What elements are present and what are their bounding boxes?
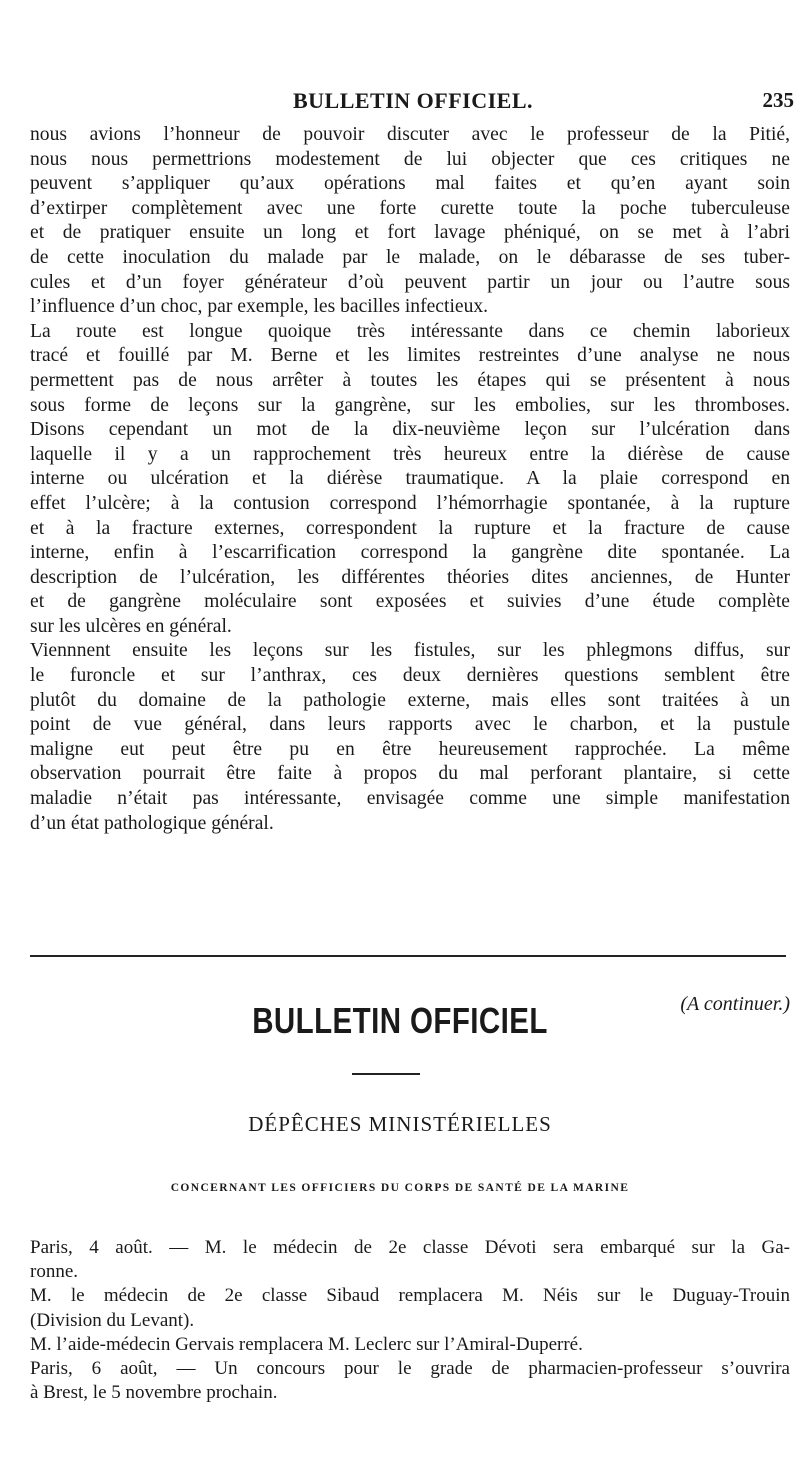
- running-title: BULLETIN OFFICIEL.: [292, 88, 534, 113]
- body-text: [30, 123, 790, 1015]
- text-line: de cette inoculation du malade par le malade, on le débarasse de ses tuber-: [30, 246, 790, 268]
- dispatch-line: Paris, 6 août, — Un concours pour le grade de pharmacien-professeur s’ouvrira: [30, 1357, 790, 1379]
- text-line: d’extirper complètement avec une forte curette toute la poche tuberculeuse: [30, 197, 790, 219]
- text-line: point de vue général, dans leurs rapports avec le charbon, et la pustule: [30, 714, 790, 736]
- text-line: Viennnent ensuite les leçons sur les fistules, sur les phlegmons diffus, sur: [30, 640, 790, 662]
- text-line: nous avions l’honneur de pouvoir discuter avec le professeur de la Pitié,: [30, 124, 790, 145]
- text-line: La route est longue quoique très intéressante dans ce chemin laborieux: [30, 320, 790, 342]
- text-line: le furoncle et sur l’anthrax, ces deux dernières questions semblent être: [30, 665, 790, 687]
- text-line: sous forme de leçons sur la gangrène, sur les embolies, sur les thromboses.: [30, 394, 790, 416]
- sub-subtitle: CONCERNANT LES OFFICIERS DU CORPS DE SANTÉ DE LA MARINE: [170, 1182, 630, 1194]
- text-line: laquelle il y a un rapprochement très heureux entre la diérèse de cause: [30, 443, 790, 465]
- text-line: cules et d’un foyer générateur d’où peuvent partir un jour ou l’autre sous: [30, 271, 790, 293]
- text-line: interne, enfin à l’escarrification correspond la gangrène dite spontanée. La: [30, 542, 790, 564]
- text-line: l’influence d’un choc, par exemple, les bacilles infectieux.: [30, 296, 489, 318]
- text-line: et à la fracture externes, correspondent la rupture et la fracture de cause: [30, 517, 790, 539]
- dispatch-line: M. l’aide-médecin Gervais remplacera M. Leclerc sur l’Amiral-Duperré.: [30, 1333, 583, 1355]
- dispatch-list: [30, 1236, 790, 1405]
- text-line: effet l’ulcère; à la contusion correspond l’hémorrhagie spontanée, à la rupture: [30, 492, 790, 514]
- title-underline: [352, 1073, 420, 1075]
- dispatch-line: M. le médecin de 2e classe Sibaud remplacera M. Néis sur le Duguay-Trouin: [30, 1285, 790, 1307]
- text-line: observation pourrait être faite à propos du mal perforant plantaire, si cette: [30, 763, 790, 785]
- page-header: [28, 88, 798, 118]
- continuation-note: (A continuer.): [680, 993, 790, 1015]
- text-line: plutôt du domaine de la pathologie externe, mais elles sont traitées à un: [30, 689, 790, 711]
- page-number: 235: [762, 88, 794, 112]
- section-divider: [30, 955, 786, 957]
- subtitle: DÉPÊCHES MINISTÉRIELLES: [248, 1112, 552, 1136]
- text-line: et de gangrène moléculaire sont exposées et suivies d’une étude complète: [30, 591, 790, 613]
- text-line: maladie n’était pas intéressante, envisagée comme une simple manifestation: [30, 788, 790, 810]
- text-line: tracé et fouillé par M. Berne et les limites restreintes d’une analyse ne nous: [30, 345, 790, 367]
- text-line: description de l’ulcération, les différentes théories dites anciennes, de Hunter: [30, 566, 790, 588]
- dispatch-line: Paris, 4 août. — M. le médecin de 2e classe Dévoti sera embarqué sur la Ga-: [30, 1237, 790, 1258]
- text-line: interne ou ulcération et la diérèse traumatique. A la plaie correspond en: [30, 468, 790, 490]
- dispatch-line: à Brest, le 5 novembre prochain.: [30, 1382, 278, 1404]
- text-line: d’un état pathologique général.: [30, 812, 274, 834]
- text-line: nous nous permettrions modestement de lui objecter que ces critiques ne: [30, 148, 790, 170]
- section-title: BULLETIN OFFICIEL: [252, 1000, 548, 1041]
- dispatch-line: ronne.: [30, 1261, 79, 1283]
- text-line: maligne eut peut être pu en être heureusement rapprochée. La même: [30, 738, 790, 760]
- text-line: Disons cependant un mot de la dix-neuvième leçon sur l’ulcération dans: [30, 419, 790, 441]
- text-line: permettent pas de nous arrêter à toutes les étapes qui se présentent à nous: [30, 369, 790, 391]
- text-line: et de pratiquer ensuite un long et fort lavage phéniqué, on se met à l’abri: [30, 222, 790, 244]
- text-line: peuvent s’appliquer qu’aux opérations mal faites et qu’en ayant soin: [30, 173, 790, 195]
- dispatch-line: (Division du Levant).: [30, 1309, 195, 1331]
- text-line: sur les ulcères en général.: [30, 615, 232, 637]
